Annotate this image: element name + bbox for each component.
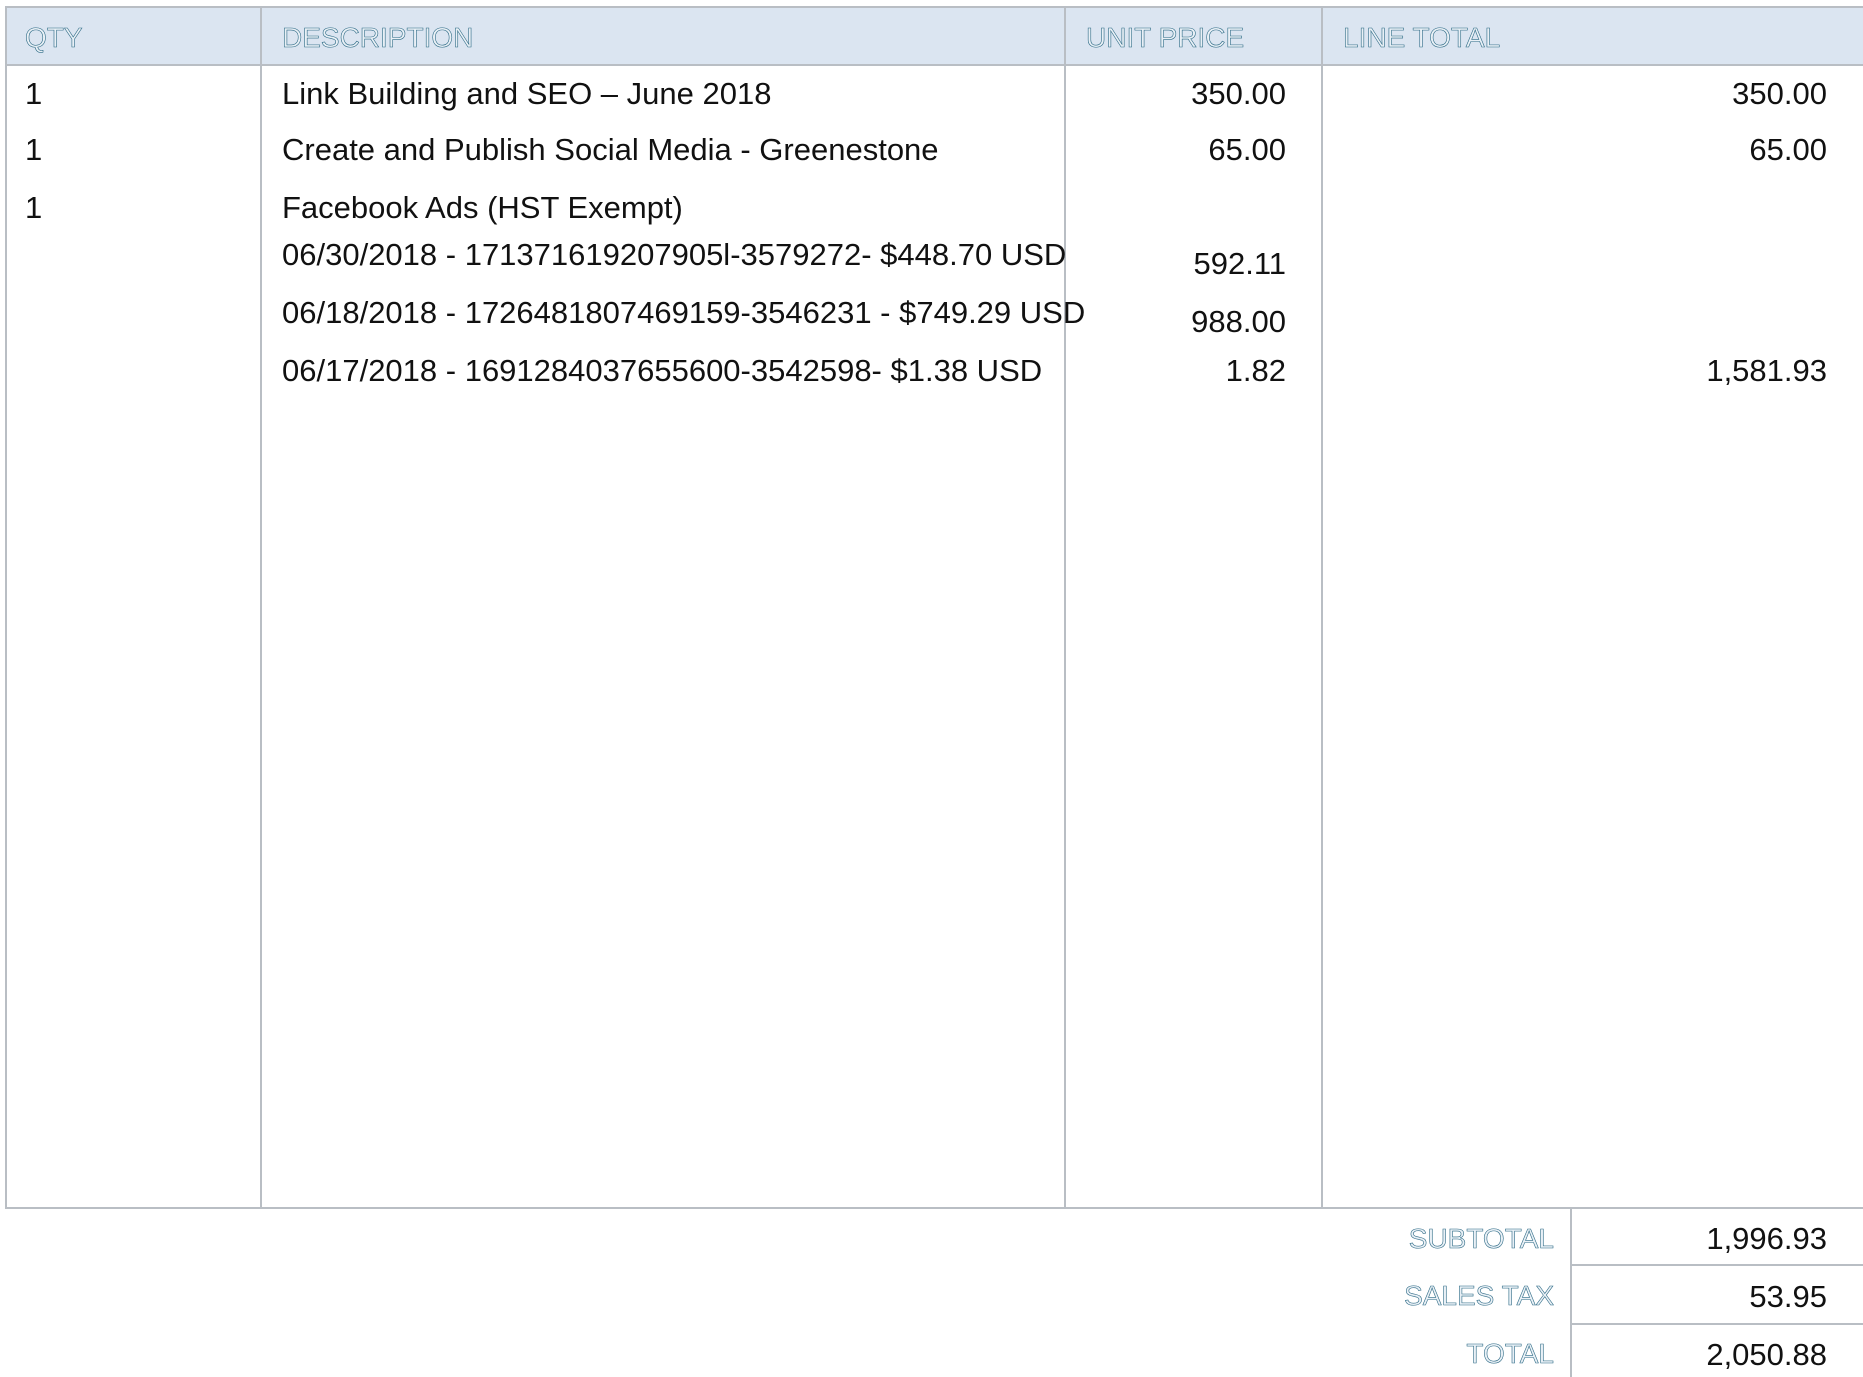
table-header-row <box>7 8 1863 66</box>
row-3-description: Facebook Ads (HST Exempt) <box>282 190 683 225</box>
header-qty: QTY <box>25 22 83 53</box>
subline-2-description: 06/18/2018 - 1726481807469159-3546231 - $749.29 USD <box>282 295 1086 330</box>
subline-2-unit-price: 988.00 <box>1191 304 1286 339</box>
subline-3-line-total: 1,581.93 <box>1706 353 1827 388</box>
subtotal-value: 1,996.93 <box>1706 1221 1827 1256</box>
column-divider <box>260 8 262 1207</box>
row-1-qty: 1 <box>25 76 43 111</box>
subline-3-description: 06/17/2018 - 1691284037655600-3542598- $1.38 USD <box>282 353 1043 388</box>
sales-tax-label: SALES TAX <box>1404 1280 1554 1311</box>
header-line-total: LINE TOTAL <box>1343 22 1501 53</box>
total-value: 2,050.88 <box>1706 1337 1827 1372</box>
subline-1-description: 06/30/2018 - 171371619207905l-3579272- $448.70 USD <box>282 237 1067 272</box>
subline-1-unit-price: 592.11 <box>1193 246 1286 281</box>
total-label: TOTAL <box>1466 1338 1554 1369</box>
total-box <box>1570 1325 1863 1377</box>
subtotal-label: SUBTOTAL <box>1408 1223 1554 1254</box>
row-2-unit-price: 65.00 <box>1208 132 1286 167</box>
column-divider <box>1064 8 1066 1207</box>
column-divider <box>1321 8 1323 1207</box>
row-1-line-total: 350.00 <box>1732 76 1827 111</box>
subtotal-box <box>1570 1209 1863 1266</box>
subline-3-unit-price: 1.82 <box>1225 353 1286 388</box>
row-1-description: Link Building and SEO – June 2018 <box>282 76 772 111</box>
header-description: DESCRIPTION <box>282 22 474 53</box>
sales-tax-box <box>1570 1266 1863 1325</box>
sales-tax-value: 53.95 <box>1749 1279 1827 1314</box>
row-2-line-total: 65.00 <box>1749 132 1827 167</box>
row-2-description: Create and Publish Social Media - Greenestone <box>282 132 939 167</box>
invoice-table <box>5 6 1863 1209</box>
row-1-unit-price: 350.00 <box>1191 76 1286 111</box>
header-unit-price: UNIT PRICE <box>1086 22 1245 53</box>
row-2-qty: 1 <box>25 132 43 167</box>
row-3-qty: 1 <box>25 190 43 225</box>
